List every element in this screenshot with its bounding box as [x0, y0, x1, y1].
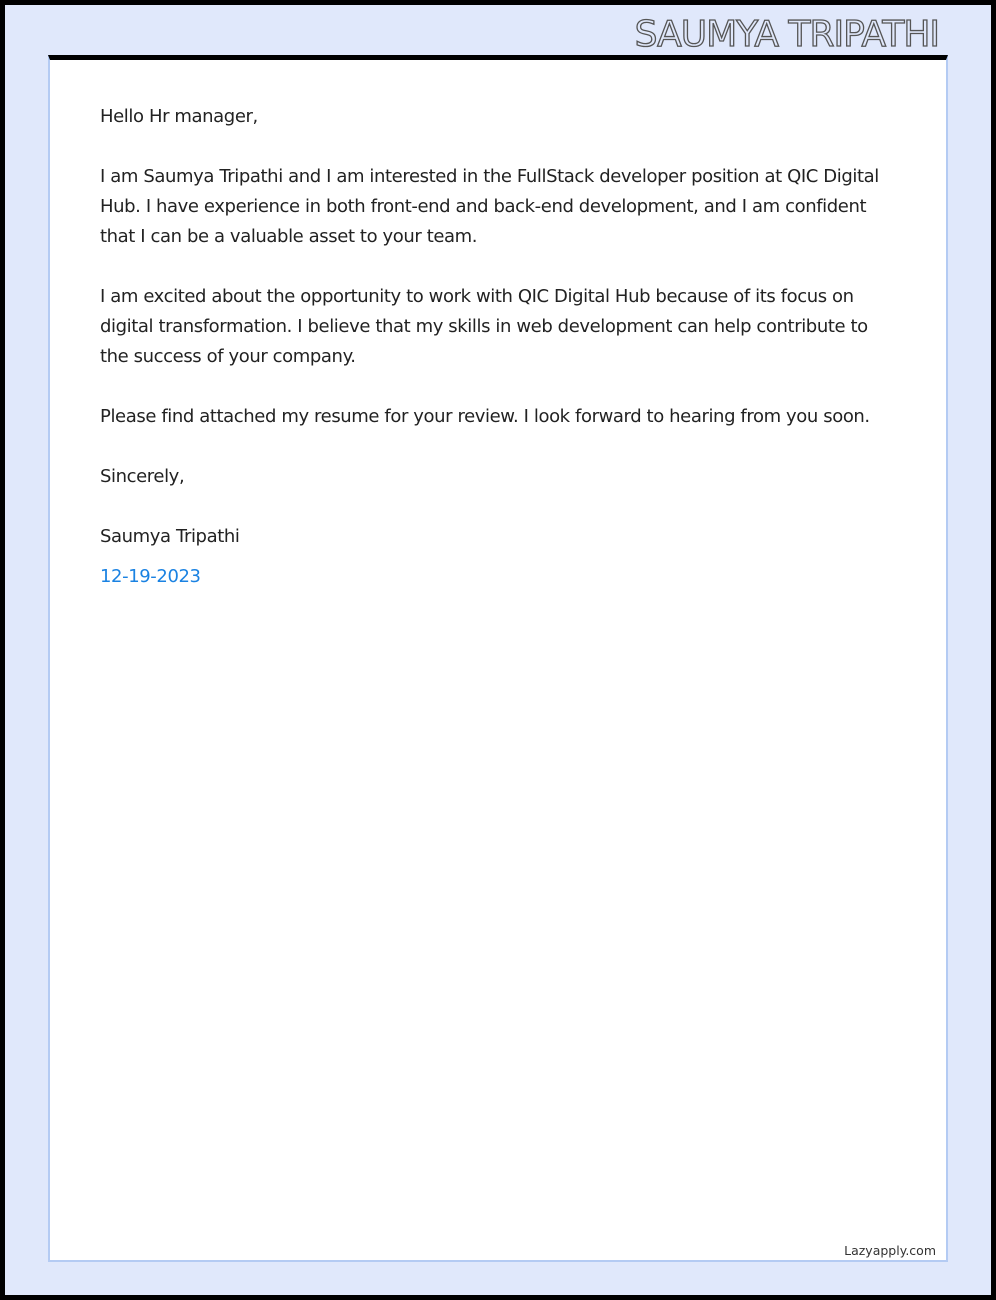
- letter-paragraph: I am excited about the opportunity to work with QIC Digital Hub because of its focus on digital transformation. I believe that my skills in web development can help contribute to the success of your company.: [100, 286, 868, 367]
- letter-closing: Sincerely,: [100, 466, 185, 487]
- letter-paragraph: I am Saumya Tripathi and I am interested in the FullStack developer position at QIC Digital Hub. I have experience in both front-end and back-end development, and I am confident that I can be a valuable asset to your team.: [100, 166, 879, 247]
- cover-letter-body: [100, 102, 900, 622]
- letter-signature: Saumya Tripathi: [100, 526, 240, 547]
- footer-brand: Lazyapply.com: [844, 1243, 936, 1258]
- letter-greeting: Hello Hr manager,: [100, 106, 258, 127]
- applicant-name-header: SAUMYA TRIPATHI: [634, 14, 939, 55]
- letter-paragraph: Please find attached my resume for your review. I look forward to hearing from you soon.: [100, 406, 870, 427]
- letter-page: [48, 55, 948, 1262]
- document-frame: [5, 5, 991, 1295]
- letter-date: 12-19-2023: [100, 566, 201, 587]
